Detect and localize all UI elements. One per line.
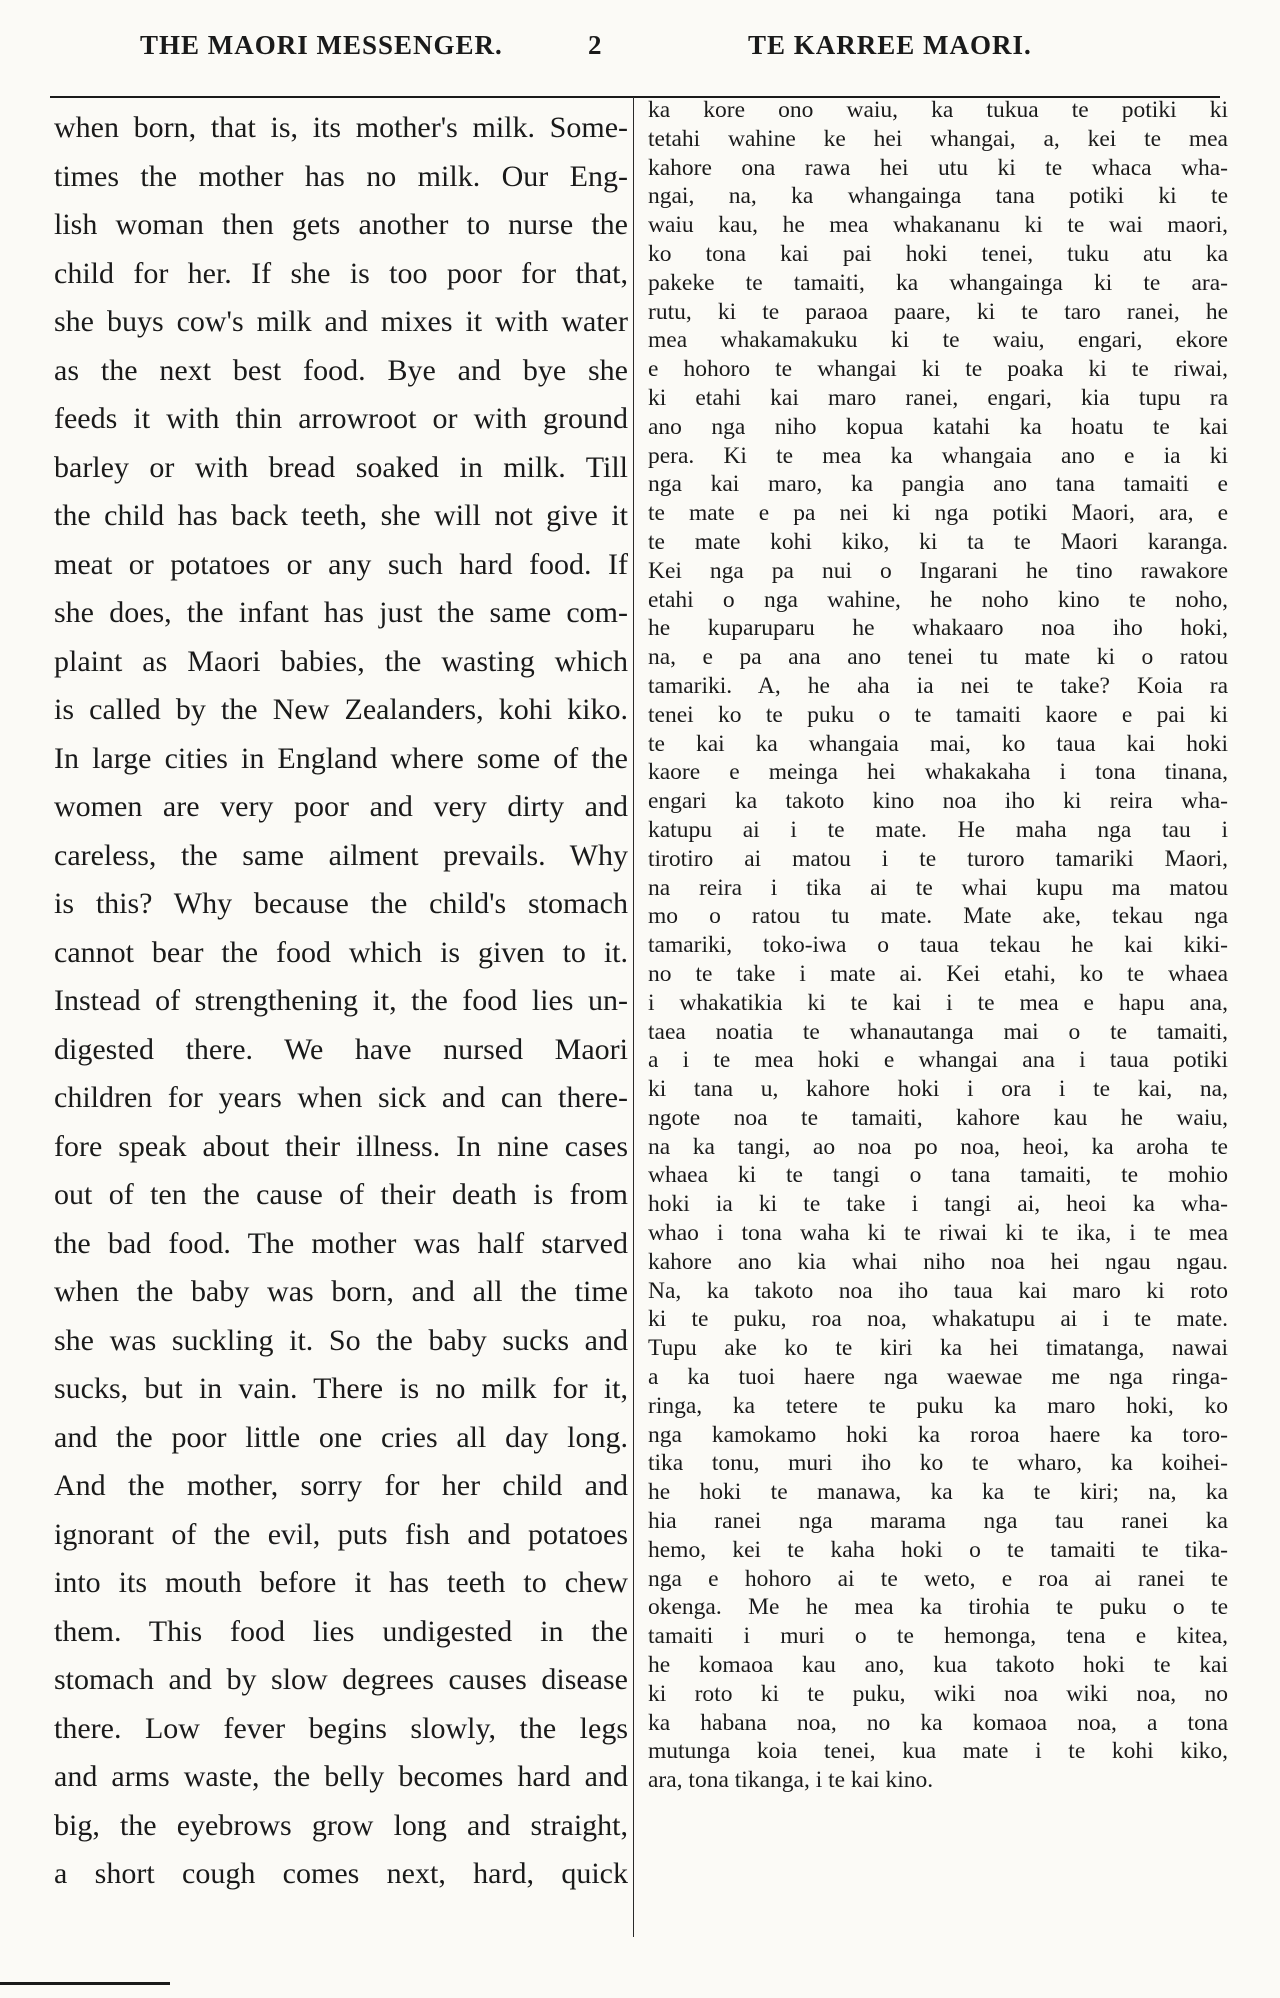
maori-text-line: pakeke te tamaiti, ka whangainga ki te ara-	[648, 269, 1228, 296]
maori-text-line: Tupu ake ko te kiri ka hei timatanga, nawai	[648, 1335, 1228, 1362]
english-text-line: And the mother, sorry for her child and	[54, 1469, 628, 1502]
maori-text-line: hoki ia ki te take i tangi ai, heoi ka wha-	[648, 1191, 1228, 1218]
maori-text-line: katupu ai i te mate. He maha nga tau i	[648, 816, 1228, 843]
maori-text-line: tirotiro ai matou i te turoro tamariki Maori,	[648, 845, 1228, 872]
maori-text-line: ara, tona tikanga, i te kai kino.	[648, 1767, 934, 1794]
maori-text-line: nga e hohoro ai te weto, e roa ai ranei te	[648, 1565, 1228, 1592]
english-text-line: feeds it with thin arrowroot or with ground	[54, 402, 628, 435]
english-text-line: is called by the New Zealanders, kohi kiko.	[54, 693, 628, 726]
english-text-line: into its mouth before it has teeth to chew	[54, 1566, 628, 1599]
english-text-line: as the next best food. Bye and bye she	[54, 353, 628, 387]
maori-text-line: tamariki, toko-iwa o taua tekau he kai kiki-	[648, 932, 1228, 959]
english-text-line: In large cities in England where some of the	[54, 741, 628, 775]
english-column	[54, 104, 628, 1899]
english-text-line: is this? Why because the child's stomach	[54, 887, 628, 920]
english-text-line: and the poor little one cries all day long.	[54, 1420, 628, 1454]
maori-text-line: no te take i mate ai. Kei etahi, ko te whaea	[648, 960, 1228, 987]
maori-text-line: te mate e pa nei ki nga potiki Maori, ara, e	[648, 500, 1228, 527]
english-text-line: children for years when sick and can there-	[54, 1081, 628, 1114]
maori-text-line: tamariki. A, he aha ia nei te take? Koia ra	[648, 672, 1228, 699]
maori-text-line: ano nga niho kopua katahi ka hoatu te kai	[648, 413, 1228, 440]
header-title-maori: TE KARREE MAORI.	[748, 30, 1032, 60]
maori-text-line: pera. Ki te mea ka whangaia ano e ia ki	[648, 442, 1228, 469]
english-text-line: there. Low fever begins slowly, the legs	[54, 1711, 628, 1745]
english-text-line: when the baby was born, and all the time	[54, 1275, 628, 1308]
english-text-line: fore speak about their illness. In nine cases	[54, 1129, 628, 1163]
maori-text-line: hemo, kei te kaha hoki o te tamaiti te tika-	[648, 1536, 1228, 1563]
english-text-line: out of ten the cause of their death is from	[54, 1178, 628, 1211]
english-text-line: meat or potatoes or any such hard food. If	[54, 547, 628, 581]
english-text-line: the child has back teeth, she will not give it	[54, 499, 628, 532]
page-number: 2	[588, 30, 603, 60]
maori-text-line: kahore ano kia whai niho noa hei ngau ngau.	[648, 1248, 1228, 1275]
maori-text-line: kaore e meinga hei whakakaha i tona tinana,	[648, 759, 1228, 786]
maori-text-line: ka kore ono waiu, ka tukua te potiki ki	[648, 97, 1228, 123]
english-text-line: times the mother has no milk. Our Eng-	[54, 159, 628, 193]
maori-text-line: ki tana u, kahore hoki i ora i te kai, na,	[648, 1076, 1228, 1103]
maori-text-line: whaea ki te tangi o tana tamaiti, te mohio	[648, 1162, 1228, 1189]
maori-text-line: te kai ka whangaia mai, ko taua kai hoki	[648, 730, 1228, 757]
maori-text-line: te mate kohi kiko, ki ta te Maori karanga.	[648, 528, 1228, 555]
maori-text-line: ringa, ka tetere te puku ka maro hoki, ko	[648, 1392, 1228, 1419]
maori-text-line: waiu kau, he mea whakananu ki te wai maori,	[648, 212, 1228, 239]
maori-text-line: ki te puku, roa noa, whakatupu ai i te mate.	[648, 1306, 1228, 1333]
english-text-line: careless, the same ailment prevails. Why	[54, 838, 628, 872]
english-text-line: Instead of strengthening it, the food lies un-	[54, 984, 628, 1017]
maori-text-line: ki roto ki te puku, wiki noa wiki noa, no	[648, 1680, 1228, 1707]
maori-text-line: e hohoro te whangai ki te poaka ki te riwai,	[648, 356, 1228, 383]
maori-text-line: tetahi wahine ke hei whangai, a, kei te mea	[648, 125, 1228, 152]
english-text-line: sucks, but in vain. There is no milk for it,	[54, 1372, 628, 1405]
maori-text-line: he hoki te manawa, ka ka te kiri; na, ka	[648, 1479, 1228, 1506]
maori-text-line: kahore ona rawa hei utu ki te whaca wha-	[648, 154, 1228, 181]
maori-text-line: he komaoa kau ano, kua takoto hoki te kai	[648, 1652, 1228, 1679]
maori-text-line: tamaiti i muri o te hemonga, tena e kitea,	[648, 1623, 1228, 1650]
english-text-line: lish woman then gets another to nurse the	[54, 208, 628, 241]
english-text-line: a short cough comes next, hard, quick	[54, 1857, 628, 1890]
english-text-line: when born, that is, its mother's milk. Some-	[54, 111, 628, 144]
maori-text-line: na, e pa ana ano tenei tu mate ki o ratou	[648, 644, 1228, 671]
maori-text-line: whao i tona waha ki te riwai ki te ika, i te mea	[648, 1220, 1228, 1247]
maori-text-line: ngote noa te tamaiti, kahore kau he waiu,	[648, 1104, 1228, 1131]
footer-rule	[0, 1982, 170, 1985]
english-text-line: digested there. We have nursed Maori	[54, 1032, 628, 1066]
english-text-line: child for her. If she is too poor for that,	[54, 256, 628, 290]
maori-text-line: na ka tangi, ao noa po noa, heoi, ka aroha te	[648, 1133, 1228, 1160]
header-title-english: THE MAORI MESSENGER.	[140, 30, 503, 60]
maori-text-line: ka habana noa, no ka komaoa noa, a tona	[648, 1709, 1228, 1736]
maori-text-line: he kuparuparu he whakaaro noa iho hoki,	[648, 615, 1228, 642]
english-text-line: women are very poor and very dirty and	[54, 790, 628, 823]
maori-text-line: ko tona kai pai hoki tenei, tuku atu ka	[648, 240, 1228, 267]
column-divider	[633, 97, 634, 1937]
maori-column	[648, 96, 1228, 1795]
maori-text-line: okenga. Me he mea ka tirohia te puku o te	[648, 1594, 1228, 1621]
english-text-line: and arms waste, the belly becomes hard and	[54, 1760, 628, 1793]
english-text-line: the bad food. The mother was half starved	[54, 1226, 628, 1260]
maori-text-line: Na, ka takoto noa iho taua kai maro ki roto	[648, 1277, 1228, 1304]
english-text-line: she was suckling it. So the baby sucks and	[54, 1323, 628, 1357]
english-text-line: plaint as Maori babies, the wasting which	[54, 644, 628, 678]
english-text-line: ignorant of the evil, puts fish and potatoes	[54, 1517, 628, 1551]
english-text-line: barley or with bread soaked in milk. Till	[54, 450, 628, 484]
maori-text-line: i whakatikia ki te kai i te mea e hapu ana,	[648, 989, 1228, 1016]
english-text-line: cannot bear the food which is given to it.	[54, 935, 628, 969]
maori-text-line: hia ranei nga marama nga tau ranei ka	[648, 1508, 1228, 1535]
maori-text-line: ngai, na, ka whangainga tana potiki ki te	[648, 183, 1228, 210]
maori-text-line: ki etahi kai maro ranei, engari, kia tupu ra	[648, 384, 1228, 411]
maori-text-line: tenei ko te puku o te tamaiti kaore e pai ki	[648, 701, 1228, 728]
page-header	[0, 30, 1280, 70]
maori-text-line: Kei nga pa nui o Ingarani he tino rawakore	[648, 557, 1228, 584]
english-text-line: she does, the infant has just the same com-	[54, 596, 628, 629]
maori-text-line: mutunga koia tenei, kua mate i te kohi kiko,	[648, 1738, 1228, 1765]
english-text-line: she buys cow's milk and mixes it with water	[54, 305, 628, 338]
maori-text-line: tika tonu, muri iho ko te wharo, ka koihei-	[648, 1450, 1228, 1477]
maori-text-line: taea noatia te whanautanga mai o te tamaiti,	[648, 1018, 1228, 1045]
english-text-line: them. This food lies undigested in the	[54, 1614, 628, 1648]
maori-text-line: nga kamokamo hoki ka roroa haere ka toro-	[648, 1421, 1228, 1448]
maori-text-line: na reira i tika ai te whai kupu ma matou	[648, 874, 1228, 901]
maori-text-line: nga kai maro, ka pangia ano tana tamaiti e	[648, 471, 1228, 498]
maori-text-line: etahi o nga wahine, he noho kino te noho,	[648, 586, 1228, 613]
maori-text-line: a ka tuoi haere nga waewae me nga ringa-	[648, 1364, 1228, 1391]
maori-text-line: rutu, ki te paraoa paare, ki te taro ranei, he	[648, 298, 1228, 325]
maori-text-line: mea whakamakuku ki te waiu, engari, ekore	[648, 327, 1228, 354]
maori-text-line: engari ka takoto kino noa iho ki reira wha-	[648, 788, 1228, 815]
english-text-line: big, the eyebrows grow long and straight,	[54, 1808, 628, 1842]
maori-text-line: a i te mea hoki e whangai ana i taua potiki	[648, 1047, 1228, 1074]
maori-text-line: mo o ratou tu mate. Mate ake, tekau nga	[648, 903, 1228, 930]
english-text-line: stomach and by slow degrees causes disease	[54, 1663, 628, 1696]
